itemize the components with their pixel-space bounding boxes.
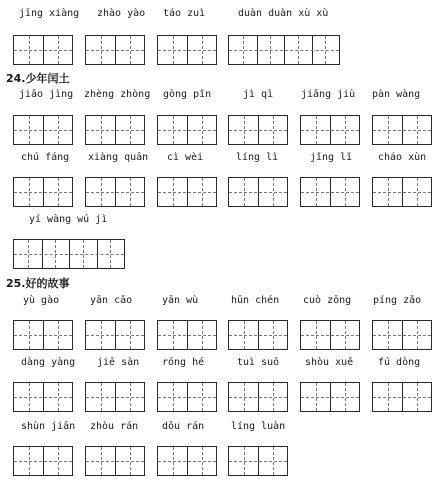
writing-box-4 bbox=[13, 239, 125, 269]
pinyin-label: zhào yào bbox=[97, 8, 146, 19]
pinyin-label: pàn wàng bbox=[372, 89, 421, 100]
pinyin-label: xiàng quān bbox=[88, 152, 149, 163]
pinyin-label: jīng xiàng bbox=[19, 8, 80, 19]
pinyin-label: jì qì bbox=[243, 89, 274, 100]
pinyin-label: yān cǎo bbox=[90, 295, 133, 306]
pinyin-label: yān wù bbox=[162, 295, 199, 306]
pinyin-label: shùn jiān bbox=[21, 421, 76, 432]
writing-box-2 bbox=[13, 115, 73, 145]
pinyin-label: dǒu rán bbox=[162, 421, 205, 432]
writing-box-2 bbox=[85, 320, 145, 350]
writing-box-2 bbox=[85, 177, 145, 207]
pinyin-label: yí wàng wú jì bbox=[29, 214, 108, 225]
writing-box-2 bbox=[300, 320, 360, 350]
pinyin-label: shòu xuě bbox=[305, 357, 354, 368]
writing-box-2 bbox=[372, 177, 432, 207]
pinyin-label: dàng yàng bbox=[21, 357, 76, 368]
writing-box-2 bbox=[372, 320, 432, 350]
writing-box-2 bbox=[13, 35, 73, 65]
pinyin-label: yù gào bbox=[23, 295, 60, 306]
pinyin-label: jiǎo jìng bbox=[19, 89, 74, 100]
writing-box-2 bbox=[228, 382, 288, 412]
pinyin-label: líng luàn bbox=[231, 421, 286, 432]
writing-box-2 bbox=[157, 382, 217, 412]
pinyin-label: zhèng zhòng bbox=[84, 89, 151, 100]
writing-box-2 bbox=[300, 382, 360, 412]
writing-box-2 bbox=[157, 320, 217, 350]
pinyin-label: róng hé bbox=[162, 357, 205, 368]
pinyin-label: líng lì bbox=[236, 152, 279, 163]
pinyin-label: cì wèi bbox=[167, 152, 204, 163]
pinyin-label: jiǎng jiù bbox=[301, 89, 356, 100]
pinyin-label: píng zǎo bbox=[373, 295, 422, 306]
writing-box-2 bbox=[85, 35, 145, 65]
pinyin-label: cháo xùn bbox=[378, 152, 427, 163]
pinyin-label: táo zuì bbox=[163, 8, 206, 19]
writing-box-2 bbox=[228, 320, 288, 350]
writing-box-2 bbox=[300, 115, 360, 145]
writing-box-2 bbox=[157, 115, 217, 145]
section-heading: 25.好的故事 bbox=[6, 277, 70, 290]
pinyin-label: duàn duàn xù xù bbox=[238, 8, 329, 19]
writing-box-2 bbox=[85, 115, 145, 145]
writing-box-2 bbox=[13, 320, 73, 350]
writing-box-2 bbox=[157, 35, 217, 65]
writing-box-2 bbox=[85, 382, 145, 412]
pinyin-label: tuì suō bbox=[237, 357, 280, 368]
pinyin-label: hūn chén bbox=[231, 295, 280, 306]
writing-box-2 bbox=[85, 446, 145, 476]
writing-box-2 bbox=[13, 177, 73, 207]
writing-box-2 bbox=[157, 446, 217, 476]
pinyin-label: gòng pǐn bbox=[163, 89, 212, 100]
pinyin-label: zhòu rán bbox=[90, 421, 139, 432]
section-heading: 24.少年闰土 bbox=[6, 72, 70, 85]
writing-box-2 bbox=[300, 177, 360, 207]
pinyin-label: jiē sàn bbox=[97, 357, 140, 368]
writing-box-2 bbox=[228, 115, 288, 145]
writing-box-2 bbox=[13, 382, 73, 412]
writing-box-2 bbox=[228, 446, 288, 476]
pinyin-label: cuò zōng bbox=[303, 295, 352, 306]
writing-box-2 bbox=[372, 382, 432, 412]
pinyin-label: jǐng lǐ bbox=[310, 152, 353, 163]
writing-box-2 bbox=[13, 446, 73, 476]
writing-box-4 bbox=[228, 35, 340, 65]
pinyin-label: fú dòng bbox=[378, 357, 421, 368]
pinyin-label: chú fáng bbox=[21, 152, 70, 163]
writing-box-2 bbox=[228, 177, 288, 207]
writing-box-2 bbox=[157, 177, 217, 207]
writing-box-2 bbox=[372, 115, 432, 145]
